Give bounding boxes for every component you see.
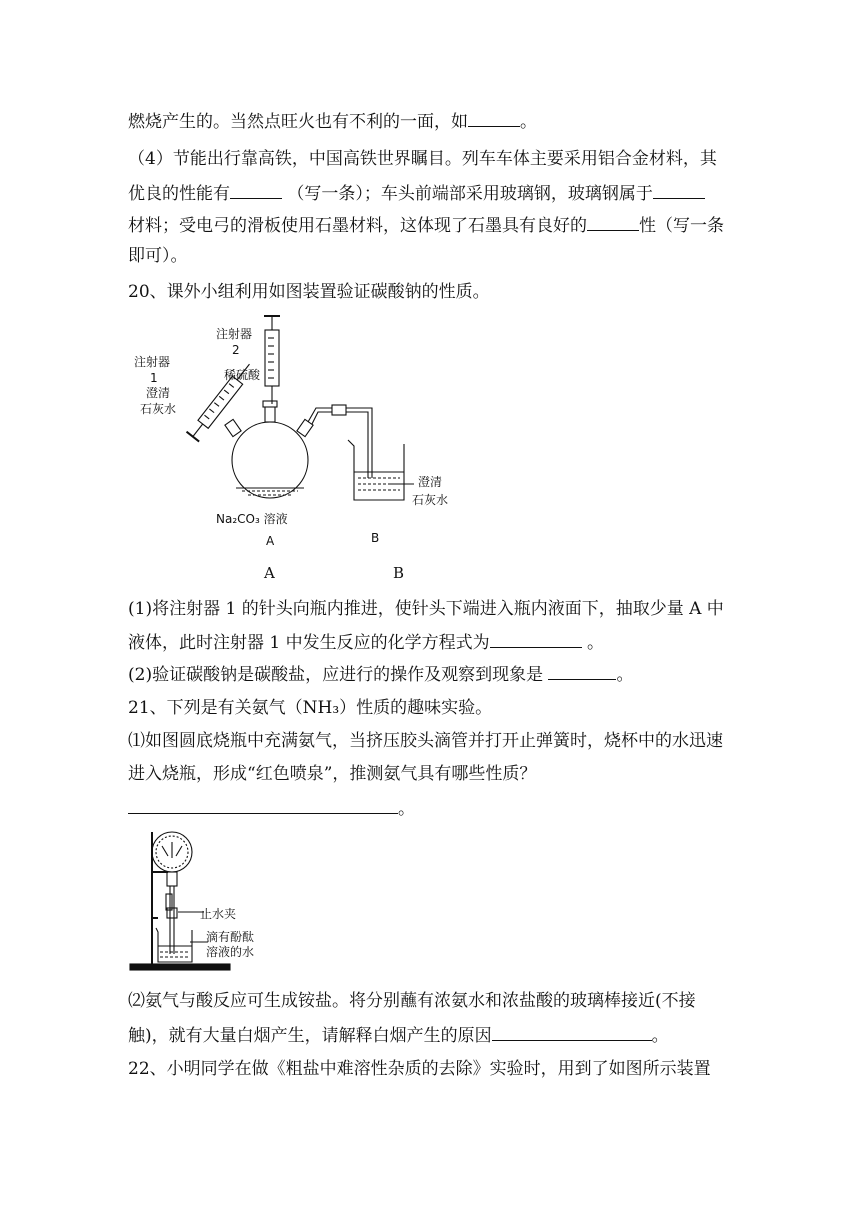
question-20: 20、课外小组利用如图装置验证碳酸钠的性质。	[128, 282, 490, 302]
text-line-2: （4）节能出行靠高铁，中国高铁世界瞩目。列车车体主要采用铝合金材料，其	[128, 149, 717, 169]
text-line-4: 材料；受电弓的滑板使用石墨材料，这体现了石墨具有良好的 性（写一条	[128, 216, 724, 236]
label-a-inner: A	[266, 534, 275, 548]
answer-blank	[653, 182, 705, 199]
question-21-part-2: ⑵氨气与酸反应可生成铵盐。将分别蘸有浓氨水和浓盐酸的玻璃棒接近(不接	[128, 991, 696, 1011]
label-limewater-2b: 石灰水	[412, 493, 449, 507]
label-water-1: 滴有酚酞	[206, 930, 255, 944]
label-clamp: 止水夹	[200, 907, 237, 921]
fountain-apparatus-figure	[128, 828, 298, 976]
label-syringe-2-num: 2	[232, 343, 240, 357]
question-21-part-1: ⑴如图圆底烧瓶中充满氨气，当挤压胶头滴管并打开止弹簧时，烧杯中的水迅速	[128, 731, 723, 751]
text-line-15: 触)，就有大量白烟产生，请解释白烟产生的原因 。	[128, 1026, 669, 1046]
question-22: 22、小明同学在做《粗盐中难溶性杂质的去除》实验时，用到了如图所示装置	[128, 1059, 711, 1079]
label-solution: Na₂CO₃ 溶液	[216, 512, 288, 526]
label-syringe-1-num: 1	[150, 371, 158, 385]
label-b-inner: B	[371, 531, 380, 545]
text-line-5: 即可）。	[128, 246, 188, 266]
label-water-2: 溶液的水	[206, 945, 255, 959]
answer-blank	[492, 1024, 652, 1041]
apparatus-figure-1	[128, 308, 468, 558]
text-line-8: 液体，此时注射器 1 中发生反应的化学方程式为 。	[128, 633, 605, 653]
answer-blank	[468, 110, 520, 127]
answer-blank	[230, 182, 282, 199]
question-21: 21、下列是有关氨气（NH₃）性质的趣味实验。	[128, 698, 493, 718]
label-acid: 稀硫酸	[224, 368, 261, 382]
text-line-12: 进入烧瓶，形成“红色喷泉”，推测氨气具有哪些性质？	[128, 764, 537, 784]
label-syringe-2: 注射器	[216, 327, 253, 341]
label-syringe-1: 注射器	[134, 355, 171, 369]
answer-blank	[490, 631, 582, 648]
answer-blank	[548, 663, 616, 680]
question-20-part-1: (1)将注射器 1 的针头向瓶内推进，使针头下端进入瓶内液面下，抽取少量 A 中	[128, 599, 724, 619]
text-line-3: 优良的性能有 （写一条）；车头前端部采用玻璃钢，玻璃钢属于	[128, 182, 705, 205]
figure-caption-b: B	[393, 564, 405, 582]
figure-caption-a: A	[264, 564, 275, 582]
text-line-13: 。	[128, 797, 415, 820]
label-limewater-1a: 澄清	[146, 386, 171, 400]
answer-blank	[128, 797, 398, 814]
label-limewater-1b: 石灰水	[140, 402, 177, 416]
question-20-part-2: (2)验证碳酸钠是碳酸盐，应进行的操作及观察到现象是 。	[128, 665, 634, 685]
label-limewater-2a: 澄清	[418, 475, 443, 489]
answer-blank	[587, 214, 639, 231]
text-line-1: 燃烧产生的。当然点旺火也有不利的一面，如 。	[128, 112, 537, 132]
